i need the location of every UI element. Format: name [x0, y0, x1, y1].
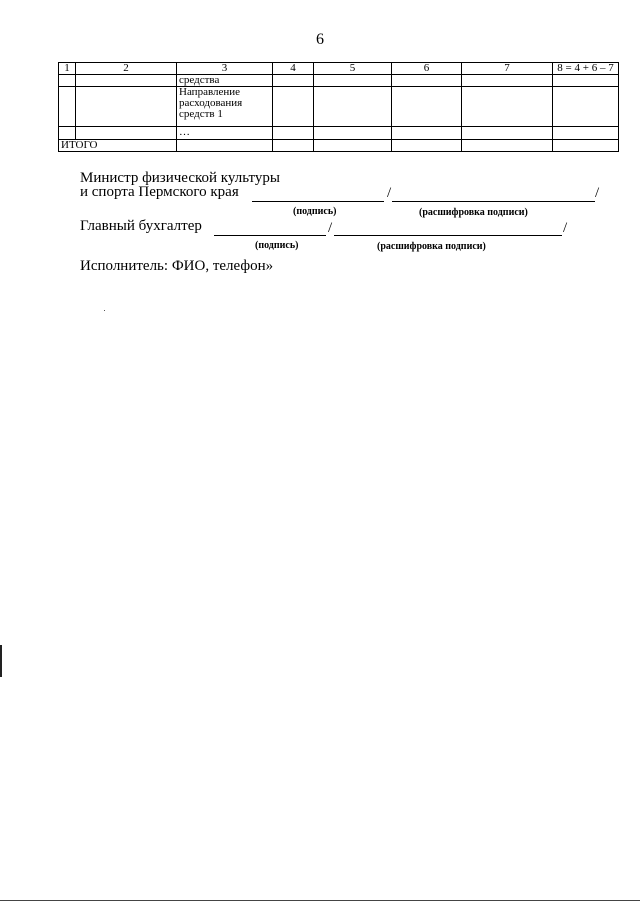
- table-cell: [314, 127, 392, 140]
- table-cell: [59, 127, 76, 140]
- column-header: 6: [392, 63, 462, 75]
- minister-title-line1: Министр физической культуры: [80, 170, 280, 186]
- table-cell: [462, 140, 553, 152]
- table-cell: [76, 127, 177, 140]
- total-label: ИТОГО: [59, 140, 177, 152]
- table-cell: [462, 127, 553, 140]
- table-cell: [273, 140, 314, 152]
- column-header: 3: [177, 63, 273, 75]
- table-cell: [59, 75, 76, 87]
- column-header: 4: [273, 63, 314, 75]
- accountant-decoding-caption: (расшифровка подписи): [377, 241, 486, 252]
- table-cell: [462, 75, 553, 87]
- table-cell: [553, 140, 619, 152]
- total-row: [59, 140, 619, 152]
- column-header: 1: [59, 63, 76, 75]
- table-row: [59, 75, 619, 87]
- table-cell: [273, 75, 314, 87]
- minister-signature-line: [252, 201, 384, 202]
- minister-decoding-line: [392, 201, 595, 202]
- table-cell: [462, 87, 553, 127]
- table-cell: [392, 127, 462, 140]
- column-header: 8 = 4 + 6 – 7: [553, 63, 619, 75]
- column-header: 5: [314, 63, 392, 75]
- table-cell: [553, 87, 619, 127]
- column-header: 7: [462, 63, 553, 75]
- accountant-signature-caption: (подпись): [255, 240, 299, 251]
- table-cell: [392, 75, 462, 87]
- minister-decoding-caption: (расшифровка подписи): [419, 207, 528, 218]
- minister-signature-caption: (подпись): [293, 206, 337, 217]
- report-table: [58, 62, 619, 152]
- table-cell: Направление расходования средств 1: [177, 87, 273, 127]
- table-cell: [314, 75, 392, 87]
- table-cell: [59, 87, 76, 127]
- table-cell: [392, 87, 462, 127]
- minister-separator: /: [387, 185, 392, 201]
- scan-bottom-edge: [0, 900, 640, 901]
- scan-edge-mark: [0, 645, 2, 677]
- accountant-separator: /: [328, 220, 333, 236]
- accountant-title: Главный бухгалтер: [80, 218, 202, 234]
- table-cell: [553, 127, 619, 140]
- accountant-decoding-line: [334, 235, 562, 236]
- table-cell: [76, 75, 177, 87]
- accountant-signature-line: [214, 235, 326, 236]
- table-cell: [273, 87, 314, 127]
- executor-line: Исполнитель: ФИО, телефон»: [80, 258, 274, 274]
- table-cell: [553, 75, 619, 87]
- table-cell: [314, 87, 392, 127]
- column-header: 2: [76, 63, 177, 75]
- minister-end-separator: /: [595, 185, 600, 201]
- table-cell: [76, 87, 177, 127]
- accountant-end-separator: /: [563, 220, 568, 236]
- page-number: 6: [316, 31, 324, 48]
- scan-speck: [104, 310, 105, 311]
- table-cell: …: [177, 127, 273, 140]
- table-row: [59, 127, 619, 140]
- table-header-row: [59, 63, 619, 75]
- table-cell: [314, 140, 392, 152]
- table-row: [59, 87, 619, 127]
- table-cell: средства: [177, 75, 273, 87]
- table-cell: [177, 140, 273, 152]
- table-cell: [273, 127, 314, 140]
- minister-title-line2: и спорта Пермского края: [80, 184, 239, 200]
- table-cell: [392, 140, 462, 152]
